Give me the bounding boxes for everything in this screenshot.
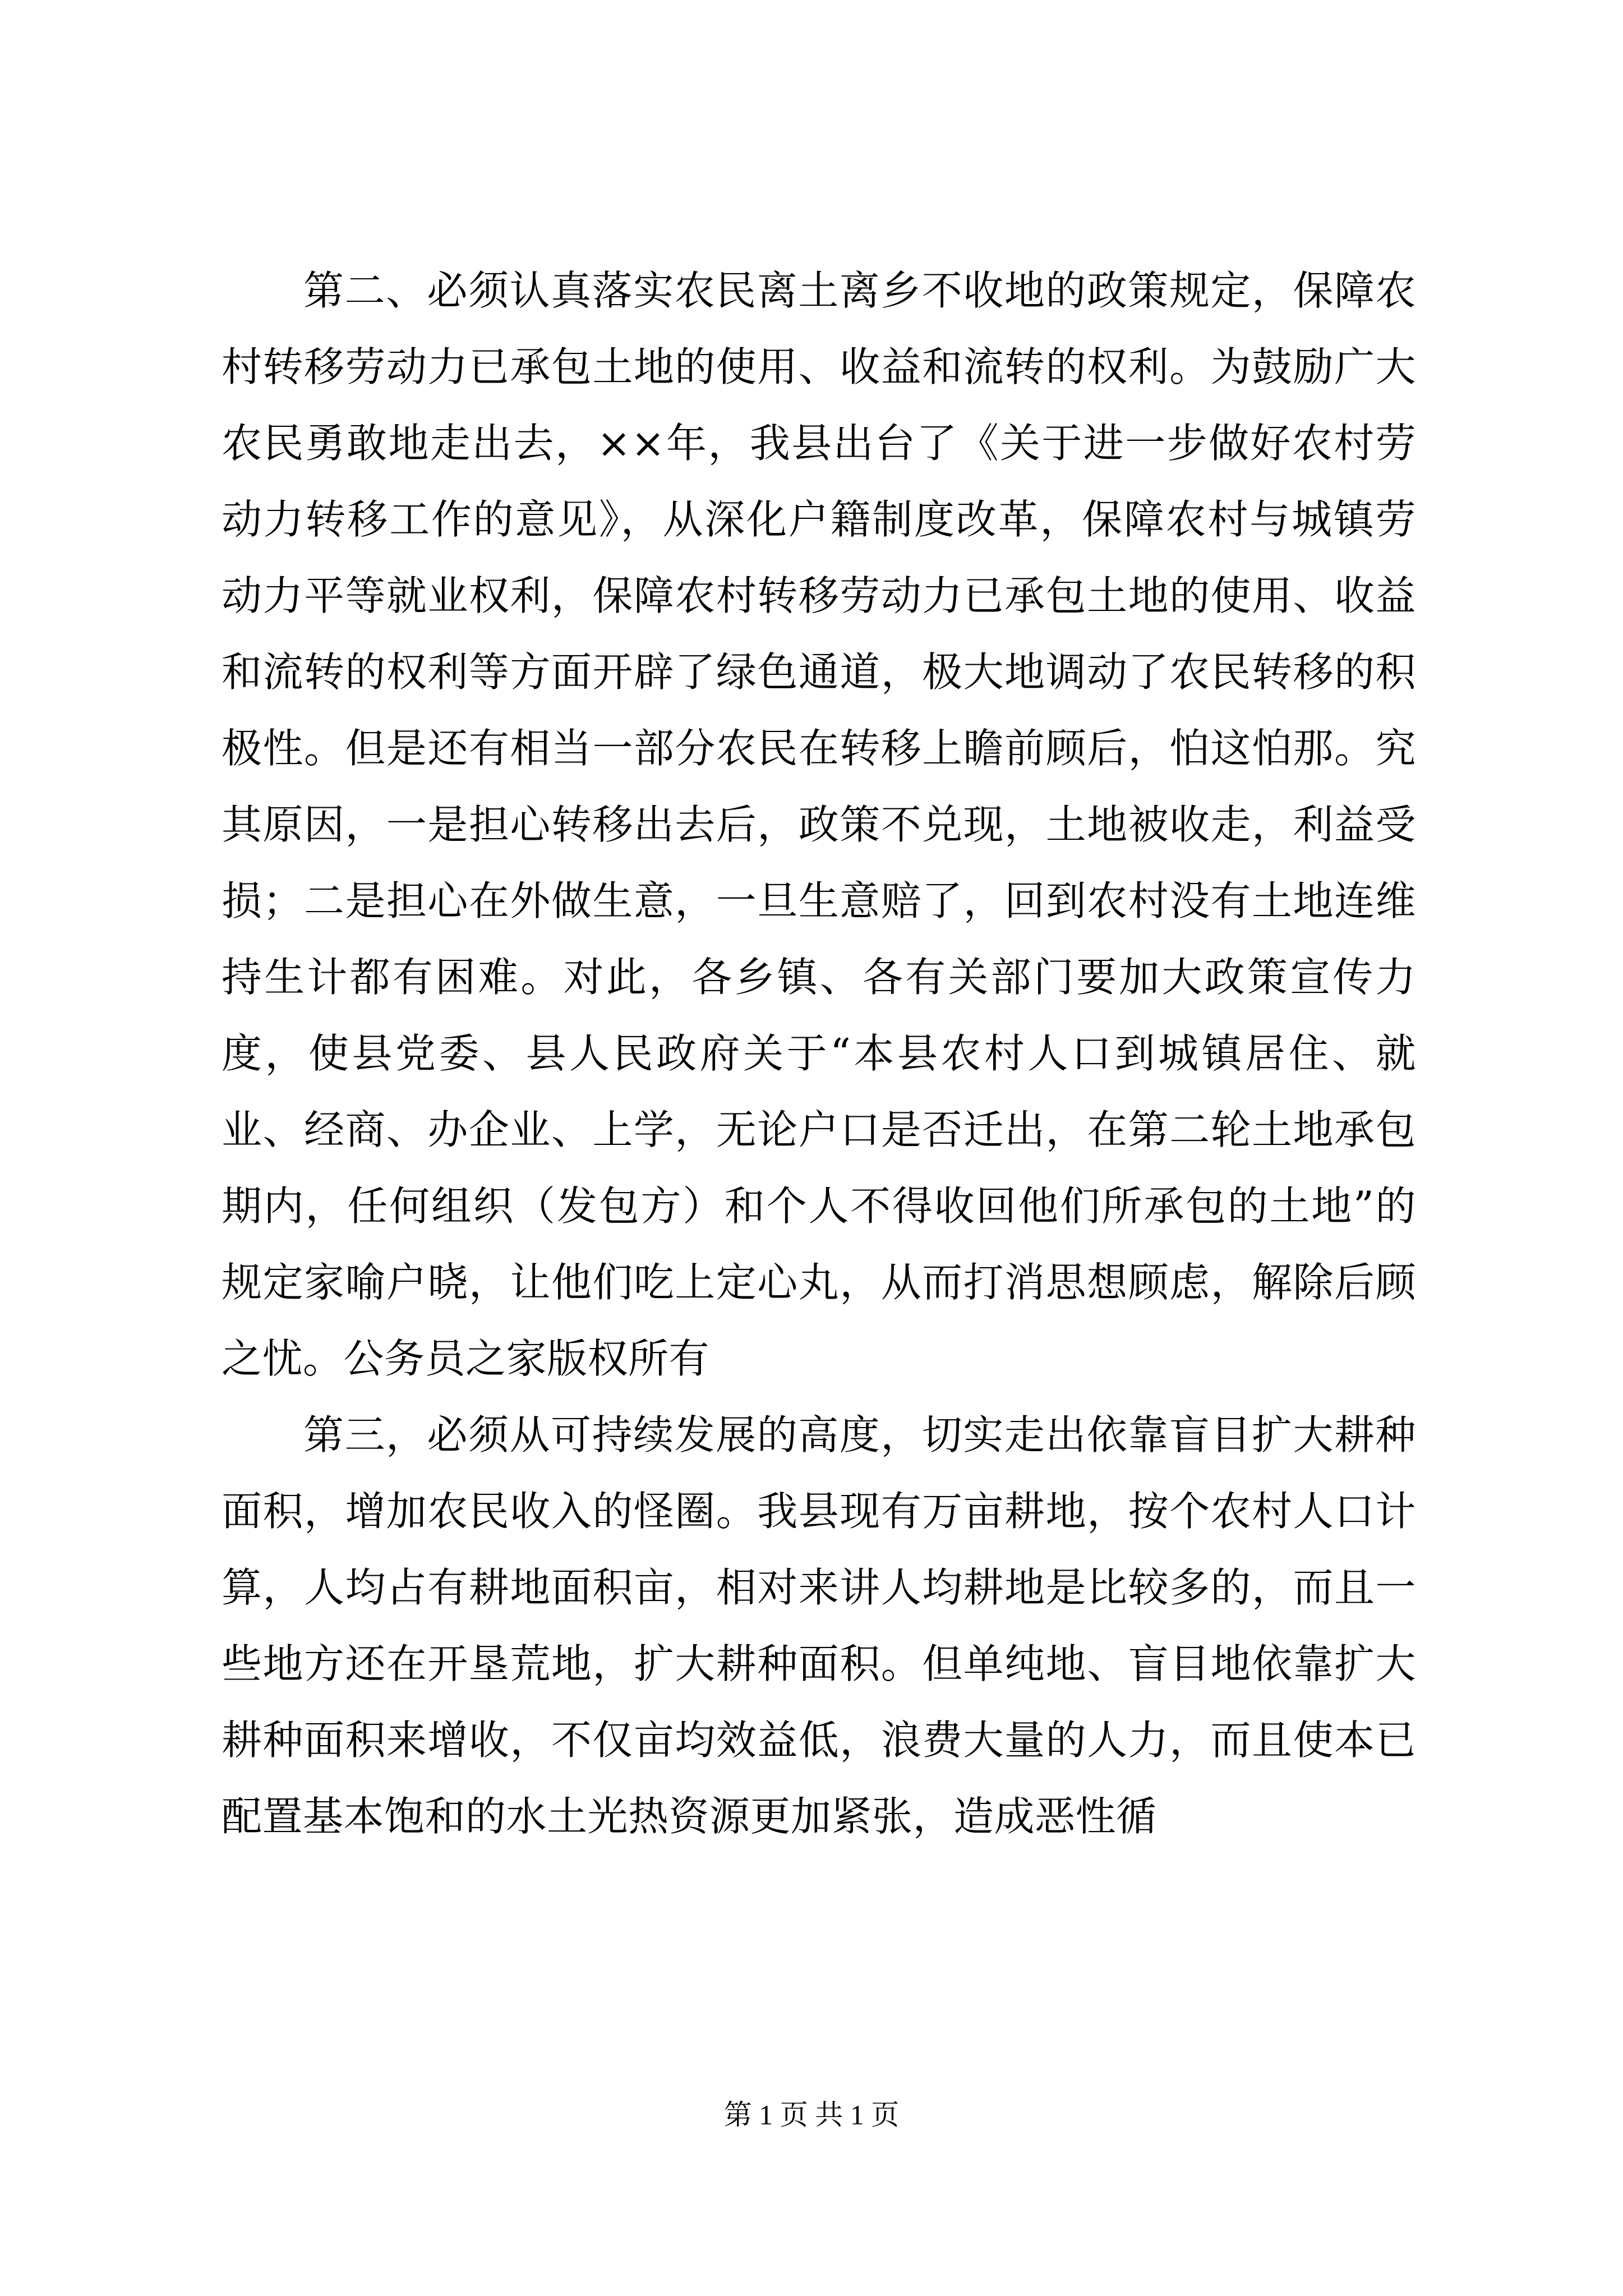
paragraph-second-point: 第二、必须认真落实农民离土离乡不收地的政策规定，保障农村转移劳动力已承包土地的使用、收益和流转的权利。为鼓励广大农民勇敢地走出去，××年，我县出台了《关于进一步做好农村劳动力转移工作的意见》，从深化户籍制度改革，保障农村与城镇劳动力平等就业权利，保障农村转移劳动力已承包土地的使用、收益和流转的权利等方面开辟了绿色通道，极大地调动了农民转移的积极性。但是还有相当一部分农民在转移上瞻前顾后，怕这怕那。究其原因，一是担心转移出去后，政策不兑现，土地被收走，利益受损；二是担心在外做生意，一旦生意赔了，回到农村没有土地连维持生计都有困难。对此，各乡镇、各有关部门要加大政策宣传力度，使县党委、县人民政府关于“本县农村人口到城镇居住、就业、经商、办企业、上学，无论户口是否迁出，在第二轮土地承包期内，任何组织（发包方）和个人不得收回他们所承包的土地”的规定家喻户晓，让他们吃上定心丸，从而打消思想顾虑，解除后顾之忧。公务员之家版权所有	[222, 267, 1416, 1382]
page-footer: 第 1 页 共 1 页	[723, 2099, 900, 2131]
paragraph-third-point: 第三，必须从可持续发展的高度，切实走出依靠盲目扩大耕种面积，增加农民收入的怪圈。我县现有万亩耕地，按个农村人口计算，人均占有耕地面积亩，相对来讲人均耕地是比较多的，而且一些地方还在开垦荒地，扩大耕种面积。但单纯地、盲目地依靠扩大耕种面积来增收，不仅亩均效益低，浪费大量的人力，而且使本已配置基本饱和的水土光热资源更加紧张，造成恶性循	[222, 1411, 1416, 1840]
document-body	[222, 252, 1416, 1855]
